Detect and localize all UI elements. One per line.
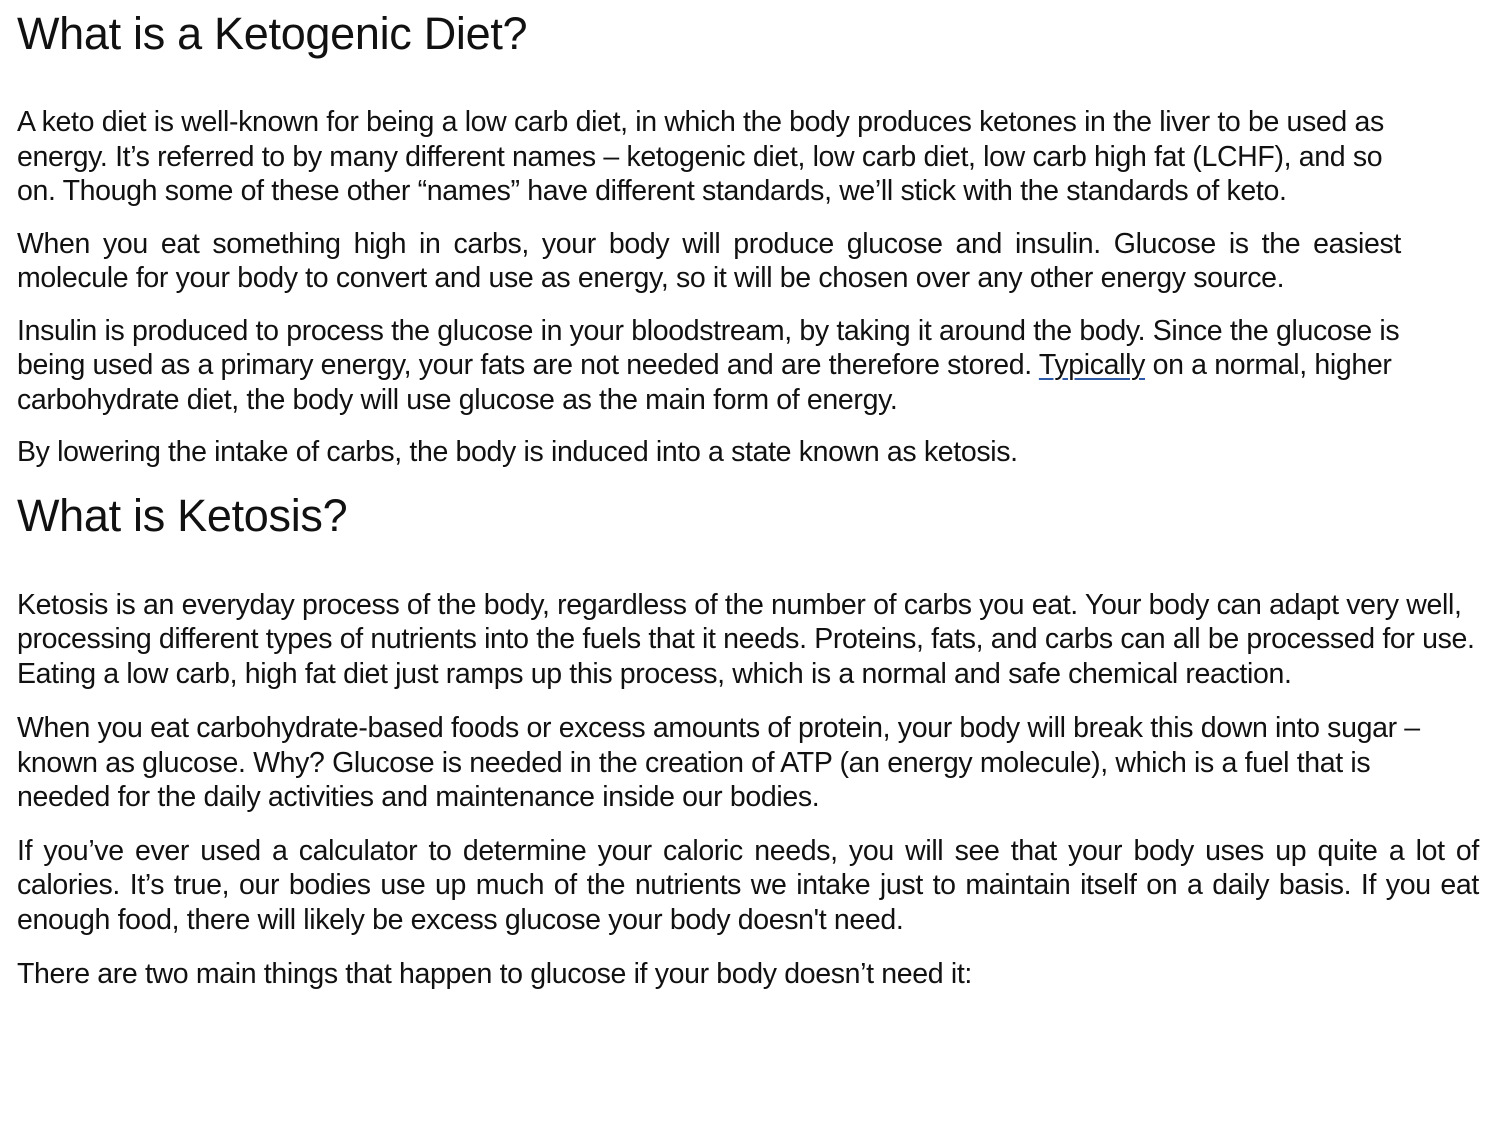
typically-link[interactable]: Typically — [1038, 349, 1146, 381]
paragraph-carbs-glucose: When you eat something high in carbs, your body will produce glucose and insulin. Glucose is the easiest molecule for your body to convert and use as energy, so it will be chosen over any other energy source. — [17, 227, 1401, 294]
paragraph-carbohydrate-foods: When you eat carbohydrate-based foods or excess amounts of protein, your body will break this down into sugar – known as glucose. Why? Glucose is needed in the creation of ATP (an energy molecule), which is a fuel that is needed for the daily activities and maintenance inside our bodies. — [17, 712, 1420, 813]
heading-ketogenic-diet: What is a Ketogenic Diet? — [17, 8, 528, 59]
paragraph-two-main-things: There are two main things that happen to glucose if your body doesn’t need it: — [17, 958, 972, 990]
heading-ketosis: What is Ketosis? — [17, 489, 348, 541]
insulin-text-start: Insulin is produced to process the glucose in your bloodstream, by taking it around the body. Since the glucose is being used as a primary energy, your fats are not needed and are therefore stored. — [17, 314, 1400, 381]
paragraph-keto-intro: A keto diet is well-known for being a low carb diet, in which the body produces ketones in the liver to be used as energy. It’s referred to by many different names – ketogenic diet, low carb diet, low carb high fat (LCHF), and so on. Though some of these other “names” have different standards, we’ll stick with the standards of keto. — [17, 106, 1384, 207]
paragraph-insulin — [17, 314, 1417, 418]
paragraph-lowering-carbs: By lowering the intake of carbs, the body is induced into a state known as ketosis. — [17, 436, 1018, 468]
insulin-text-end: on a normal, higher carbohydrate diet, the body will use glucose as the main form of energy. — [17, 349, 1392, 416]
paragraph-caloric-needs: If you’ve ever used a calculator to determine your caloric needs, you will see that your body uses up quite a lot of calories. It’s true, our bodies use up much of the nutrients we intake just to maintain itself on a daily basis. If you eat enough food, there will likely be excess glucose your body doesn't need. — [17, 834, 1479, 936]
paragraph-ketosis-everyday: Ketosis is an everyday process of the body, regardless of the number of carbs you eat. Your body can adapt very well, processing different types of nutrients into the fuels that it needs. Proteins, fats, and carbs can all be processed for use. Eating a low carb, high fat diet just ramps up this process, which is a normal and safe chemical reaction. — [17, 588, 1475, 690]
document-page — [17, 0, 1483, 992]
